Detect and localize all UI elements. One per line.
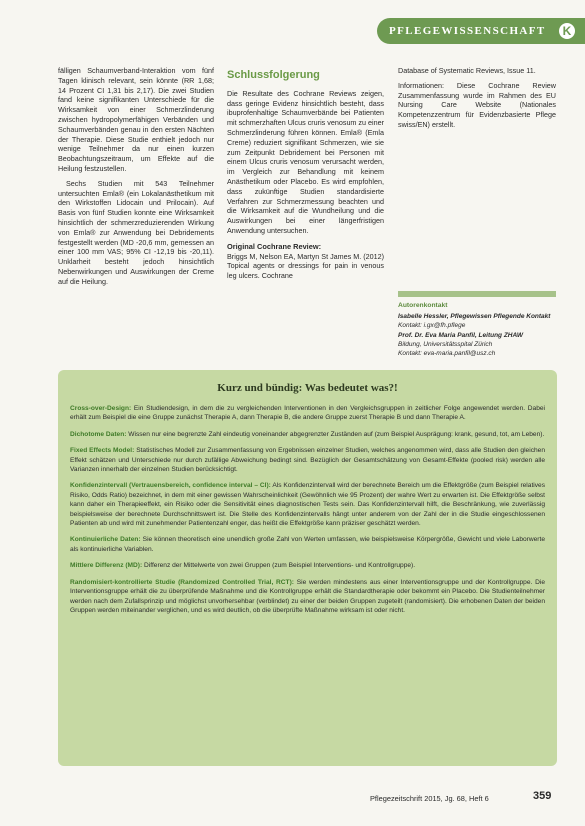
author-line: Kontakt: eva-maria.panfil@usz.ch <box>398 350 496 358</box>
paragraph: Die Resultate des Cochrane Reviews zeigen, dass geringe Evidenz hinsichtlich besteht, dass ibuprofenhaltige Schaumverbände bei Patienten mit schmerzhaften Ulcus cruris venosum zu einer Schmerzlinderung führen können. Emla® (Emla Creme) reduziert signifikant Schmerzen, wie sie zum Zeitpunkt Debridement bei Personen mit einem Ulcus cruris venosum verursacht werden, im Vergleich zur Behandlung mit keinem Anästhetikum oder Placebo. Es wird empfohlen, dass zukünftige Studien standardisierte Verfahren zur Schmerzmessung beachten und die Wirksamkeit auf die Wundheilung und die Auswirkungen bei einer längerfristigen Anwendung untersuchen. <box>227 88 384 235</box>
glossary-term: Dichotome Daten: <box>70 430 127 438</box>
glossary-definition: Statistisches Modell zur Zusammenfassung von Ergebnissen einzelner Studien, welches angenommen wird, dass alle Studien den gleichen Effekt schätzen und Unterschiede nur durch zufällige Abweichung bedingt sind. Bezüglich der Gesamtschätzung von Gesamt-Effekte (pooled risk) werden alle Varianzen innerhalb der einzelnen Studien berücksichtigt. <box>70 447 545 474</box>
glossary-definition: Ein Studiendesign, in dem die zu vergleichenden Interventionen in den Vergleichsgruppen in zeitlicher Folge angewendet werden. Dabei erhält zum Beispiel die eine Gruppe zunächst Therapie A, dann Therapie B, die andere Gruppe zuerst Therapie B und dann Therapie A. <box>70 405 545 422</box>
page-number: 359 <box>533 790 552 802</box>
author-line: Isabelle Hessler, Pflegewissen Pflegende Kontakt <box>398 313 551 321</box>
glossary-entry <box>70 535 545 554</box>
glossary-term: Konfidenzintervall (Vertrauensbereich, confidence interval – CI): <box>70 482 271 490</box>
glossary-definition: Sie können theoretisch eine unendlich große Zahl von Werten umfassen, wie beispielsweise Körpergröße, Gewicht und viele Laborwerte als kontinuierliche Variablen. <box>70 536 545 553</box>
section-title: PFLEGEWISSENSCHAFT <box>389 25 546 37</box>
glossary-box <box>58 370 557 766</box>
glossary-entry <box>70 481 545 528</box>
glossary-entry <box>70 578 545 616</box>
paragraph: fälligen Schaumverband-Interaktion vom fünf Tagen klinisch relevant, sein könnte (RR 1,68; 14 Prozent CI 1,31 bis 2,17). Die zwei Studien fand keine signifikanten Unterschiede für die Wirksamkeit von einer Schmerzlinderung zwischen hydropolymerfähigen Verbänden und Schaumverbänden genau in den ersten Nächten der Therapie. Diese Studie enthielt jedoch nur wenige Teilnehmer da nur einen kurzen Beobachtungszeitraum, um Effekte auf die Heilung festzustellen. <box>58 66 214 173</box>
author-contact-box <box>398 291 556 358</box>
glossary-term: Fixed Effects Model: <box>70 447 135 455</box>
glossary-definition: Als Konfidenzintervall wird der berechnete Bereich um die Effektgröße (zum Beispiel relatives Risiko, Odds Ratio) bezeichnet, in dem mit einer gewissen Wahrscheinlichkeit (Gewöhnlich wie 95 Prozent) der wahre Wert zu erwarten ist. Die Effektgröße selbst kann daher ein Therapieeffekt, ein Risiko oder die Sensitivität eines diagnostischen Tests sein. Das Konfidenzintervall hilft, die Beschränkung, wie zuverlässig beispielsweise der berechnete Durchschnittswert ist. Die Stelle des Konfidenzintervalls hängt unter anderem von der Zahl der in die Studie eingeschlossenen Patienten ab und wird mit zunehmender Patientenzahl enger, das heißt die Effektgröße kann präziser geschätzt werden. <box>70 482 545 528</box>
paragraph: Database of Systematic Reviews, Issue 11. <box>398 66 536 75</box>
glossary-entry <box>70 561 545 570</box>
glossary-term: Cross-over-Design: <box>70 405 132 412</box>
column-3 <box>398 66 556 135</box>
column-2 <box>227 66 384 286</box>
glossary-definition: Sie werden mindestens aus einer Interventionsgruppe und der Kontrollgruppe. Die Interventionsgruppe erhält die zu überprüfende Maßnahme und die Kontrollgruppe erhält die Standardtherapie oder bekommt ein Placebo. Die Studienteilnehmer werden nach dem Zufallsprinzip und möglichst unvorhersehbar (verblindet) zu einer der beiden Gruppen zugeteilt (randomisiert). Die erhobenen Daten der beiden Gruppen werden miteinander verglichen, und es wird deutlich, ob die überprüfte Maßnahme wirksam ist oder nicht. <box>70 578 545 614</box>
author-contact-heading: Autorenkontakt <box>398 302 448 309</box>
glossary-entry <box>70 446 545 474</box>
glossary-term: Kontinuierliche Daten: <box>70 536 141 544</box>
paragraph: Informationen: Diese Cochrane Review Zusammenfassung wurde im Rahmen des EU Nursing Care Website (Nationales Kompetenzzentrum für Evidenzbasierte Pflege swiss/EN) erstellt. <box>398 80 556 129</box>
glossary-term: Randomisiert-kontrollierte Studie (Randomized Controlled Trial, RCT): <box>70 578 294 586</box>
paragraph: Sechs Studien mit 543 Teilnehmer untersuchten Emla® (ein Lokalanästhetikum mit den Wirkstoffen Lidocain und Prilocain). Auf Basis von fünf Studien konnte eine Wirksamkeit hinsichtlich der schmerzreduzierenden Wirkung von Emla® zur Anwendung bei Debridements festgestellt werden (MD -20,6 mm, gemessen an einer 100 mm VAS; 95% CI -12,19 bis -20,11). Unklarheit besteht jedoch hinsichtlich Nebenwirkungen und Auswirkungen der Creme auf die Heilung. <box>58 178 214 286</box>
column-1 <box>58 66 214 292</box>
glossary-entry <box>70 404 545 423</box>
glossary-definition: Differenz der Mittelwerte von zwei Gruppen (zum Beispiel Interventions- und Kontrollgruppe). <box>142 562 416 570</box>
section-header <box>377 18 585 44</box>
author-line: Bildung, Universitätsspital Zürich <box>398 340 493 348</box>
review-citation: Briggs M, Nelson EA, Martyn St James M. (2012) Topical agents or dressings for pain in venous leg ulcers. Cochrane <box>227 251 384 281</box>
glossary-term: Mittlere Differenz (MD): <box>70 562 143 570</box>
conclusion-heading: Schlussfolgerung <box>227 69 320 81</box>
journal-footer: Pflegezeitschrift 2015, Jg. 68, Heft 6 <box>370 794 489 803</box>
glossary-definition: Wissen nur eine begrenzte Zahl eindeutig voneinander abgegrenzter Zuständen auf (zum Beispiel Ausprägung: krank, gesund, tot, am Leben). <box>126 430 545 438</box>
author-line: Prof. Dr. Eva Maria Panfil, Leitung ZHAW <box>398 331 523 339</box>
section-logo-icon: K <box>559 23 575 39</box>
review-heading: Original Cochrane Review: <box>227 241 322 251</box>
glossary-entry <box>70 430 545 439</box>
glossary-title: Kurz und bündig: Was bedeutet was?! <box>217 382 398 394</box>
author-line: Kontakt: i.gx@fh.pflege <box>398 322 466 330</box>
